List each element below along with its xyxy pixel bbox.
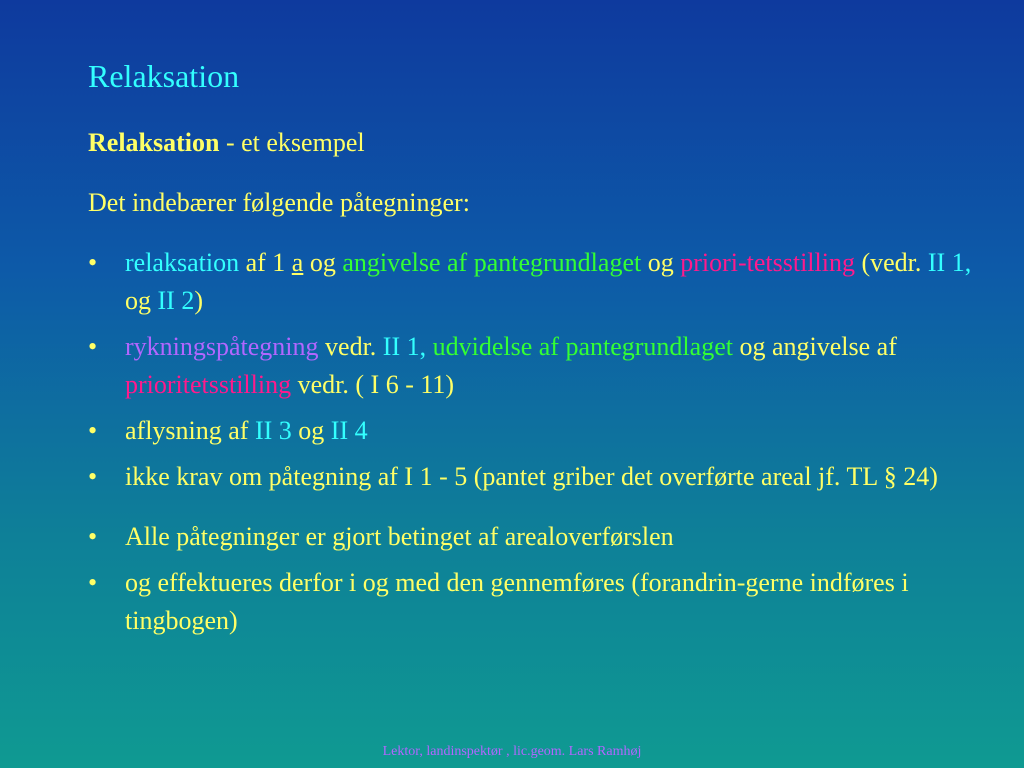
bullet-segment: og <box>641 248 681 277</box>
slide-title: Relaksation <box>88 58 240 94</box>
bullet-segment: ) <box>194 286 203 315</box>
bullet-marker: • <box>88 522 98 551</box>
bullet-segment: II 2 <box>157 286 195 315</box>
bullet-segment: II 3 <box>254 416 292 445</box>
slide-subtitle <box>88 128 365 158</box>
bullet-item <box>88 412 978 450</box>
bullet-segment: aflysning af <box>125 416 255 445</box>
bullet-segment: II 1, <box>927 248 972 277</box>
bullet-segment: og <box>125 286 158 315</box>
bullet-segment: rykningspåtegning <box>125 332 319 361</box>
bullet-item <box>88 244 978 320</box>
bullet-marker: • <box>88 568 98 597</box>
subtitle-bold: Relaksation <box>88 128 220 157</box>
bullet-list <box>88 244 978 648</box>
bullet-segment: priori-tetsstilling <box>680 248 855 277</box>
bullet-segment: og <box>303 248 343 277</box>
bullet-marker: • <box>88 462 98 491</box>
bullet-segment: a <box>291 248 304 277</box>
bullet-item <box>88 518 978 556</box>
bullet-segment: udvidelse af pantegrundlaget <box>426 332 733 361</box>
bullet-item <box>88 328 978 404</box>
subtitle-rest: - et eksempel <box>219 128 365 157</box>
intro-text: Det indebærer følgende påtegninger: <box>88 188 470 217</box>
bullet-segment: II 1, <box>382 332 427 361</box>
bullet-segment: af 1 <box>239 248 292 277</box>
bullet-segment: vedr. ( I 6 - 11) <box>291 370 455 399</box>
bullet-segment: angivelse af pantegrundlaget <box>342 248 642 277</box>
bullet-segment: og angivelse af <box>732 332 897 361</box>
bullet-segment: ikke krav om påtegning af I 1 - 5 (pantet griber det overførte areal jf. TL § 24) <box>125 462 938 491</box>
bullet-segment: prioritetsstilling <box>125 370 292 399</box>
bullet-segment: og effektueres derfor i og med den gennemføres (forandrin-gerne indføres i tingbogen) <box>125 568 909 635</box>
bullet-marker: • <box>88 248 98 277</box>
bullet-segment: (vedr. <box>854 248 928 277</box>
bullet-item <box>88 458 978 496</box>
bullet-item <box>88 564 978 640</box>
footer-credit: Lektor, landinspektør , lic.geom. Lars Ramhøj <box>382 744 642 759</box>
bullet-segment: og <box>291 416 331 445</box>
bullet-segment: Alle påtegninger er gjort betinget af arealoverførslen <box>125 522 674 551</box>
bullet-segment: relaksation <box>125 248 240 277</box>
bullet-segment: vedr. <box>318 332 383 361</box>
bullet-marker: • <box>88 416 98 445</box>
bullet-segment: II 4 <box>330 416 368 445</box>
bullet-marker: • <box>88 332 98 361</box>
